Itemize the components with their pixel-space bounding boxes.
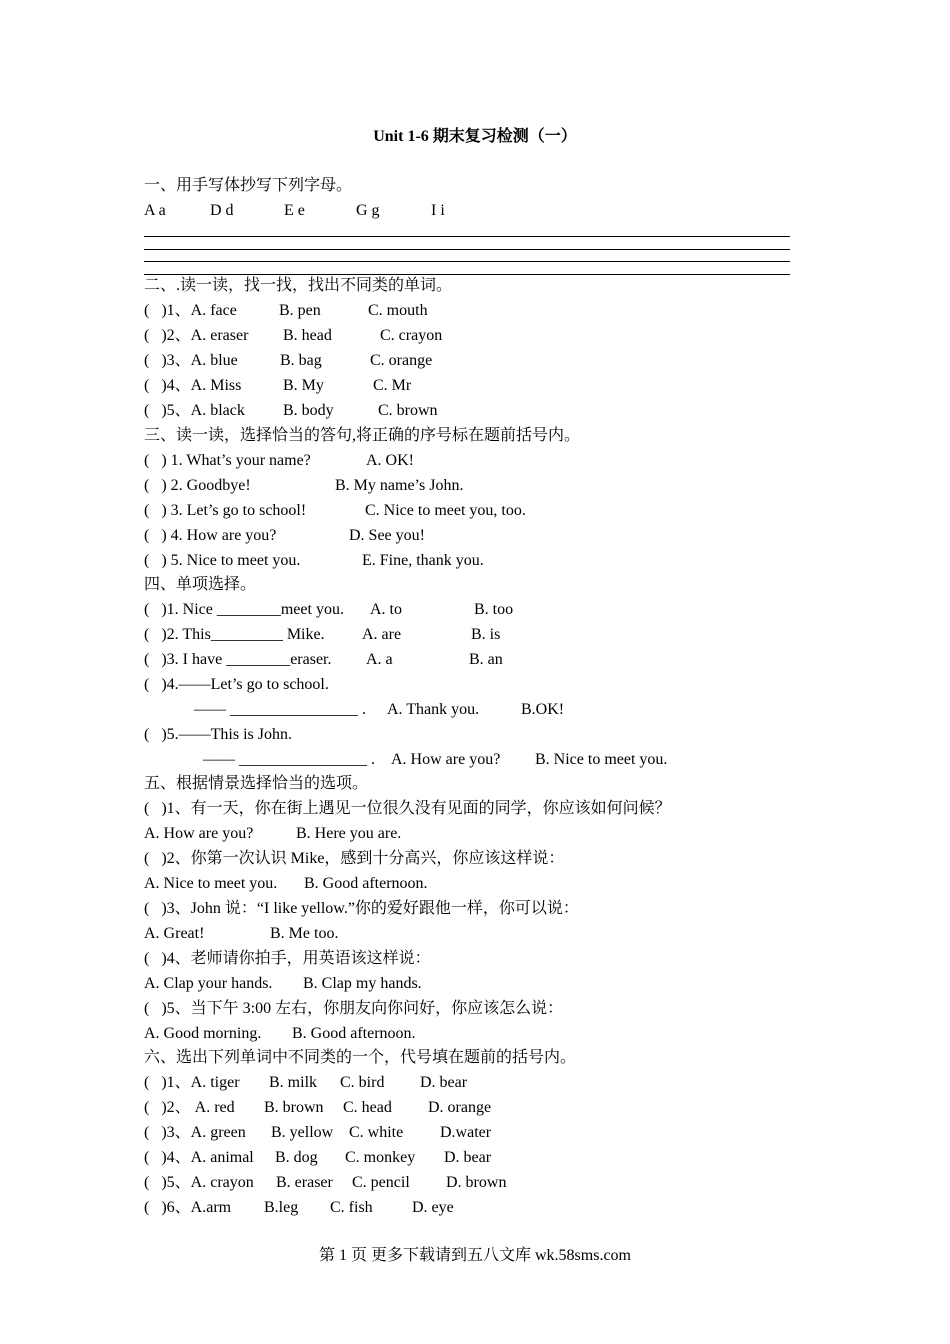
- option-a: A. Nice to meet you.: [144, 875, 278, 892]
- response-blank: —— ________________ .: [203, 751, 375, 768]
- option-d: D. brown: [446, 1174, 507, 1191]
- section-4-heading: 四、单项选择。: [144, 576, 257, 593]
- option-a: A. How are you?: [144, 825, 254, 842]
- option-c: C. bird: [340, 1074, 385, 1091]
- option-b: B. dog: [275, 1149, 318, 1166]
- section-1-heading: 一、用手写体抄写下列字母。: [144, 177, 353, 194]
- option-d: D.water: [440, 1124, 492, 1141]
- question-text: ( )2. This_________ Mike.: [144, 626, 325, 643]
- option-d: D. bear: [420, 1074, 468, 1091]
- option-c: C. fish: [330, 1199, 373, 1216]
- answer-option: B. My name’s John.: [335, 477, 464, 494]
- question-text: ( )5、A. black: [144, 402, 245, 419]
- question-text: ( )1、A. face: [144, 302, 237, 319]
- option-a: A. How are you?: [391, 751, 501, 768]
- option-b: B. eraser: [276, 1174, 333, 1191]
- letter-pair: E e: [284, 202, 305, 219]
- question-text: ( )4、老师请你拍手，用英语该这样说：: [144, 950, 431, 967]
- option-a: A. Clap your hands.: [144, 975, 273, 992]
- question-text: ( ) 1. What’s your name?: [144, 452, 311, 469]
- letter-pair: D d: [210, 202, 234, 219]
- option-b: B. brown: [264, 1099, 324, 1116]
- question-text: ( )2、 A. red: [144, 1099, 235, 1116]
- page-title: Unit 1-6 期末复习检测（一）: [373, 128, 577, 145]
- option-a: A. a: [366, 651, 393, 668]
- option-a: A. Thank you.: [387, 701, 480, 718]
- option-c: C. brown: [378, 402, 438, 419]
- option-d: D. bear: [444, 1149, 492, 1166]
- option-c: C. Mr: [373, 377, 412, 394]
- question-text: ( )1、有一天，你在街上遇见一位很久没有见面的同学，你应该如何问候？: [144, 800, 671, 817]
- question-text: ( ) 3. Let’s go to school!: [144, 502, 307, 519]
- question-text: ( )1. Nice ________meet you.: [144, 601, 344, 618]
- option-a: A. are: [362, 626, 402, 643]
- option-c: C. crayon: [380, 327, 443, 344]
- option-b: B. yellow: [271, 1124, 334, 1141]
- answer-option: D. See you!: [349, 527, 425, 544]
- option-b: B. head: [283, 327, 332, 344]
- option-c: C. monkey: [345, 1149, 416, 1166]
- response-blank: —— ________________ .: [194, 701, 366, 718]
- section-2-heading: 二、.读一读，找一找，找出不同类的单词。: [144, 277, 453, 294]
- letter-pair: I i: [431, 202, 445, 219]
- letter-pair: A a: [144, 202, 166, 219]
- answer-option: E. Fine, thank you.: [362, 552, 484, 569]
- option-b: B. Good afternoon.: [292, 1025, 416, 1042]
- section-3-heading: 三、读一读，选择恰当的答句,将正确的序号标在题前括号内。: [144, 427, 581, 444]
- option-c: C. orange: [370, 352, 433, 369]
- section-6-heading: 六、选出下列单词中不同类的一个，代号填在题前的括号内。: [144, 1049, 577, 1066]
- question-text: ( )4、A. animal: [144, 1149, 254, 1166]
- option-b: B. Here you are.: [296, 825, 402, 842]
- question-text: ( )3、A. green: [144, 1124, 246, 1141]
- option-b: B. pen: [279, 302, 321, 319]
- writing-line: [144, 261, 790, 262]
- option-a: A. Great!: [144, 925, 205, 942]
- option-b: B. Good afternoon.: [304, 875, 428, 892]
- option-b: B.leg: [264, 1199, 299, 1216]
- question-text: ( )5.——This is John.: [144, 726, 292, 743]
- option-b: B. milk: [269, 1074, 318, 1091]
- question-text: ( )2、你第一次认识 Mike，感到十分高兴，你应该这样说：: [144, 850, 565, 867]
- option-b: B. Nice to meet you.: [535, 751, 668, 768]
- question-text: ( ) 2. Goodbye!: [144, 477, 251, 494]
- option-b: B.OK!: [521, 701, 565, 718]
- question-text: ( )4、A. Miss: [144, 377, 242, 394]
- question-text: ( )3、John 说：“I like yellow.”你的爱好跟他一样，你可以说：: [144, 900, 579, 917]
- option-b: B. too: [474, 601, 514, 618]
- option-b: B. an: [469, 651, 503, 668]
- option-d: D. eye: [412, 1199, 454, 1216]
- option-c: C. mouth: [368, 302, 428, 319]
- answer-option: A. OK!: [366, 452, 414, 469]
- question-text: ( )5、A. crayon: [144, 1174, 254, 1191]
- question-text: ( )5、当下午 3:00 左右，你朋友向你问好，你应该怎么说：: [144, 1000, 564, 1017]
- option-b: B. My: [283, 377, 324, 394]
- option-b: B. body: [283, 402, 334, 419]
- question-text: ( )3. I have ________eraser.: [144, 651, 332, 668]
- question-text: ( ) 5. Nice to meet you.: [144, 552, 301, 569]
- option-c: C. pencil: [352, 1174, 410, 1191]
- answer-option: C. Nice to meet you, too.: [365, 502, 526, 519]
- option-b: B. is: [471, 626, 501, 643]
- option-a: A. to: [370, 601, 402, 618]
- option-a: A. Good morning.: [144, 1025, 262, 1042]
- writing-line: [144, 236, 790, 237]
- writing-line: [144, 249, 790, 250]
- option-c: C. white: [349, 1124, 404, 1141]
- option-d: D. orange: [428, 1099, 492, 1116]
- question-text: ( )6、A.arm: [144, 1199, 232, 1216]
- section-5-heading: 五、根据情景选择恰当的选项。: [144, 775, 369, 792]
- question-text: ( ) 4. How are you?: [144, 527, 277, 544]
- option-b: B. Me too.: [270, 925, 339, 942]
- writing-line: [144, 274, 790, 275]
- option-b: B. Clap my hands.: [303, 975, 422, 992]
- page-footer: 第 1 页 更多下载请到五八文库 wk.58sms.com: [318, 1247, 631, 1264]
- option-c: C. head: [343, 1099, 392, 1116]
- question-text: ( )2、A. eraser: [144, 327, 249, 344]
- option-b: B. bag: [280, 352, 322, 369]
- question-text: ( )1、A. tiger: [144, 1074, 240, 1091]
- question-text: ( )3、A. blue: [144, 352, 238, 369]
- letter-pair: G g: [356, 202, 380, 219]
- question-text: ( )4.——Let’s go to school.: [144, 676, 329, 693]
